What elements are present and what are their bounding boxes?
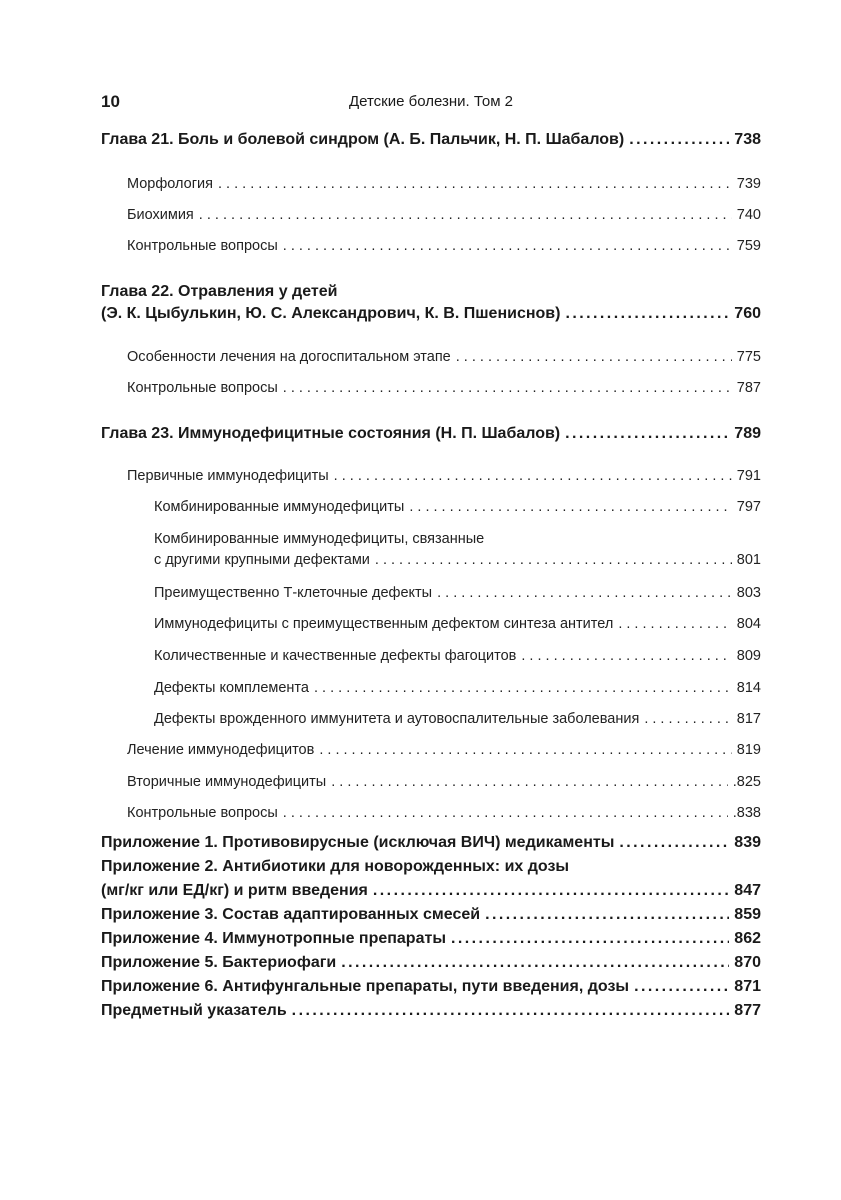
toc-entry-t-cell-defects[interactable] [154, 585, 761, 601]
toc-label: Биохимия [127, 207, 194, 223]
toc-page-number: 871 [734, 978, 761, 995]
toc-leader-dots [644, 711, 731, 727]
page-number: 10 [101, 92, 120, 111]
toc-entry-biochemistry[interactable] [127, 207, 761, 223]
toc-leader-dots [634, 978, 729, 996]
toc-entry-appendix-2[interactable] [101, 882, 761, 900]
toc-leader-dots [334, 468, 732, 484]
toc-entry-immunodeficiency-treatment[interactable] [127, 742, 761, 758]
toc-entry-chapter-22-title[interactable]: Глава 22. Отравления у детей [101, 283, 338, 300]
toc-entry-appendix-1[interactable] [101, 834, 761, 852]
toc-label: Дефекты комплемента [154, 680, 309, 696]
toc-leader-dots [218, 176, 732, 192]
toc-leader-dots [283, 238, 732, 254]
toc-entry-appendix-6[interactable] [101, 978, 761, 996]
toc-leader-dots [283, 805, 728, 821]
toc-leader-dots [409, 499, 731, 515]
toc-entry-complement-defects[interactable] [154, 680, 761, 696]
toc-leader-dots [629, 131, 729, 149]
toc-label: Контрольные вопросы [127, 805, 278, 821]
toc-label: Иммунодефициты с преимущественным дефектом синтеза антител [154, 616, 614, 632]
toc-label: (Э. К. Цыбулькин, Ю. С. Александрович, К. В. Пшениснов) [101, 305, 561, 322]
toc-label: Вторичные иммунодефициты [127, 774, 327, 790]
toc-label: Комбинированные иммунодефициты [154, 499, 405, 515]
toc-page-number: 801 [736, 552, 761, 568]
toc-label: с другими крупными дефектами [154, 552, 370, 568]
toc-label: Лечение иммунодефицитов [127, 742, 315, 758]
toc-label: Первичные иммунодефициты [127, 468, 329, 484]
toc-leader-dots [437, 585, 732, 601]
toc-page-number: 877 [734, 1002, 761, 1019]
book-title: Детские болезни. Том 2 [348, 93, 514, 110]
toc-entry-phagocyte-defects[interactable] [154, 648, 761, 664]
toc-leader-dots [319, 742, 731, 758]
toc-entry-control-questions[interactable] [127, 805, 761, 821]
toc-page-number: 739 [736, 176, 761, 192]
toc-label: Приложение 6. Антифунгальные препараты, пути введения, дозы [101, 978, 630, 995]
toc-entry-secondary-immunodeficiencies[interactable] [127, 774, 761, 790]
toc-page-number: 804 [736, 616, 761, 632]
toc-label: Предметный указатель [101, 1002, 287, 1019]
toc-page-number: 759 [736, 238, 761, 254]
toc-leader-dots [618, 616, 731, 632]
toc-leader-dots [314, 680, 732, 696]
toc-page-number: 797 [736, 499, 761, 515]
toc-entry-combined-immunodeficiencies[interactable] [154, 499, 761, 515]
toc-label: Преимущественно Т-клеточные дефекты [154, 585, 433, 601]
toc-page-number: 809 [736, 648, 761, 664]
toc-entry-antibody-defects[interactable] [154, 616, 761, 632]
toc-entry-appendix-5[interactable] [101, 954, 761, 972]
toc-label: Приложение 5. Бактериофаги [101, 954, 337, 971]
toc-page-number: 738 [734, 131, 761, 148]
toc-leader-dots [373, 882, 729, 900]
toc-entry-appendix-2-title[interactable]: Приложение 2. Антибиотики для новорожденных: их дозы [101, 858, 570, 875]
toc-leader-dots [456, 349, 732, 365]
toc-leader-dots [521, 648, 731, 664]
toc-page-number: 839 [734, 834, 761, 851]
toc-entry-subject-index[interactable] [101, 1002, 761, 1020]
toc-label: Глава 21. Боль и болевой синдром (А. Б. Пальчик, Н. П. Шабалов) [101, 131, 625, 148]
toc-leader-dots [375, 552, 732, 568]
toc-leader-dots [565, 425, 729, 443]
toc-entry-prehospital-treatment[interactable] [127, 349, 761, 365]
toc-page-number: 862 [734, 930, 761, 947]
toc-label: Количественные и качественные дефекты фагоцитов [154, 648, 517, 664]
toc-leader-dots [619, 834, 729, 852]
toc-entry-control-questions[interactable] [127, 238, 761, 254]
toc-page-number: 775 [736, 349, 761, 365]
toc-page-number: 760 [734, 305, 761, 322]
toc-page-number: 870 [734, 954, 761, 971]
toc-entry-chapter-23[interactable] [101, 425, 761, 443]
toc-leader-dots [565, 305, 729, 323]
toc-page-number: 814 [736, 680, 761, 696]
toc-page-number: 859 [734, 906, 761, 923]
toc-entry-morphology[interactable] [127, 176, 761, 192]
toc-entry-control-questions[interactable] [127, 380, 761, 396]
toc-label: Комбинированные иммунодефициты, связанные [154, 531, 485, 547]
toc-entry-primary-immunodeficiencies[interactable] [127, 468, 761, 484]
toc-entry-chapter-22[interactable] [101, 305, 761, 323]
toc-page-number: .825 [732, 774, 761, 790]
toc-label: (мг/кг или ЕД/кг) и ритм введения [101, 882, 368, 899]
toc-page-number: .838 [732, 805, 761, 821]
toc-leader-dots [199, 207, 732, 223]
running-header [101, 92, 761, 112]
toc-entry-combined-associated-title[interactable] [154, 531, 761, 547]
toc-entry-combined-associated[interactable] [154, 552, 761, 568]
toc-label: Приложение 3. Состав адаптированных смесей [101, 906, 481, 923]
toc-leader-dots [341, 954, 729, 972]
toc-label: Приложение 1. Противовирусные (исключая ВИЧ) медикаменты [101, 834, 615, 851]
toc-label: Особенности лечения на догоспитальном этапе [127, 349, 451, 365]
toc-entry-chapter-21[interactable] [101, 131, 761, 149]
toc-page-number: 740 [736, 207, 761, 223]
toc-page-number: 791 [736, 468, 761, 484]
toc-leader-dots [331, 774, 728, 790]
toc-label: Приложение 4. Иммунотропные препараты [101, 930, 446, 947]
toc-leader-dots [485, 906, 729, 924]
toc-label: Глава 23. Иммунодефицитные состояния (Н. П. Шабалов) [101, 425, 561, 442]
toc-leader-dots [451, 930, 729, 948]
toc-page-number: 787 [736, 380, 761, 396]
toc-page-number: 803 [736, 585, 761, 601]
toc-page-number: 819 [736, 742, 761, 758]
toc-entry-appendix-4[interactable] [101, 930, 761, 948]
toc-leader-dots [283, 380, 732, 396]
toc-entry-appendix-3[interactable] [101, 906, 761, 924]
toc-label: Дефекты врожденного иммунитета и аутовоспалительные заболевания [154, 711, 640, 727]
toc-page-number: 847 [734, 882, 761, 899]
toc-label: Контрольные вопросы [127, 380, 278, 396]
toc-entry-innate-immunity-defects[interactable] [154, 711, 761, 727]
toc-label: Контрольные вопросы [127, 238, 278, 254]
toc-page-number: 817 [736, 711, 761, 727]
toc-page-number: 789 [734, 425, 761, 442]
toc-leader-dots [292, 1002, 730, 1020]
toc-label: Морфология [127, 176, 213, 192]
